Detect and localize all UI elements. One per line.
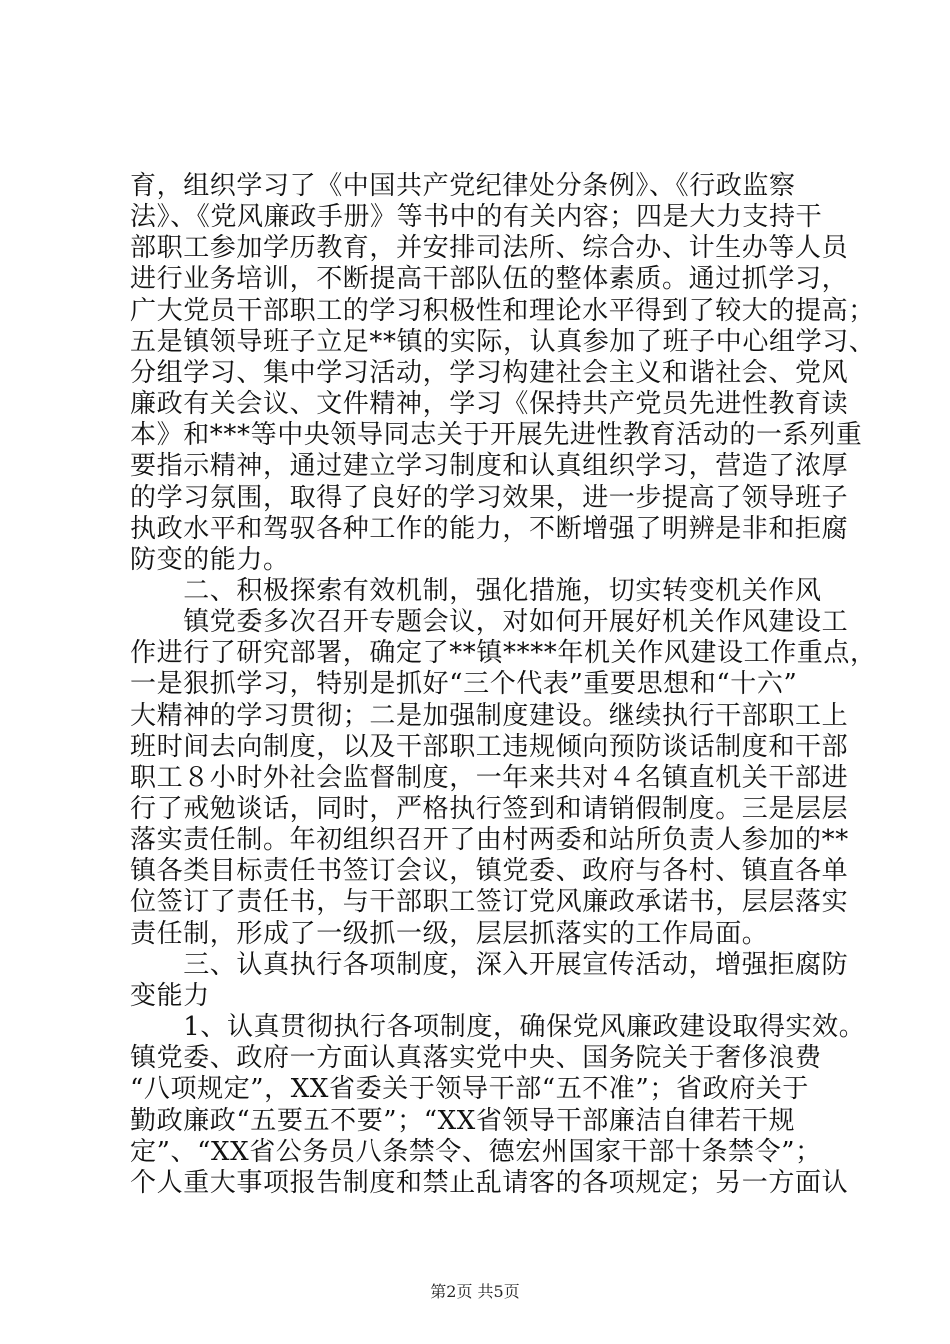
text-line: 镇党委多次召开专题会议，对如何开展好机关作风建设工	[130, 607, 849, 638]
text-line: 广大党员干部职工的学习积极性和理论水平得到了较大的提高；	[130, 295, 875, 326]
text-line: 五是镇领导班子立足**镇的实际，认真参加了班子中心组学习、	[130, 326, 876, 357]
text-line: “八项规定”，XX省委关于领导干部“五不准”；省政府关于	[130, 1074, 809, 1105]
text-line: 个人重大事项报告制度和禁止乱请客的各项规定；另一方面认	[130, 1167, 849, 1198]
text-line: 班时间去向制度，以及干部职工违规倾向预防谈话制度和干部	[130, 731, 849, 762]
text-line: 行了戒勉谈话，同时，严格执行签到和请销假制度。三是层层	[130, 794, 849, 824]
text-line: 作进行了研究部署，确定了**镇****年机关作风建设工作重点，	[130, 638, 877, 669]
text-line: 执政水平和驾驭各种工作的能力，不断增强了明辨是非和拒腐	[130, 513, 849, 544]
text-line: 育，组织学习了《中国共产党纪律处分条例》、《行政监察	[130, 171, 796, 201]
text-line: 定”、“XX省公务员八条禁令、德宏州国家干部十条禁令”；	[130, 1136, 822, 1167]
text-line: 镇各类目标责任书签订会议，镇党委、政府与各村、镇直各单	[130, 856, 849, 887]
text-line: 大精神的学习贯彻；二是加强制度建设。继续执行干部职工上	[130, 700, 849, 731]
text-line: 一是狠抓学习，特别是抓好“三个代表”重要思想和“十六”	[130, 669, 798, 700]
text-line: 勤政廉政“五要五不要”；“XX省领导干部廉洁自律若干规	[130, 1105, 796, 1136]
text-line: 防变的能力。	[130, 544, 290, 575]
text-line: 分组学习、集中学习活动，学习构建社会主义和谐社会、党风	[130, 357, 849, 388]
text-line: 廉政有关会议、文件精神，学习《保持共产党员先进性教育读	[130, 389, 849, 420]
text-line: 进行业务培训，不断提高干部队伍的整体素质。通过抓学习，	[130, 264, 849, 295]
text-line: 法》、《党风廉政手册》等书中的有关内容；四是大力支持干	[130, 202, 823, 233]
text-line: 变能力	[130, 980, 210, 1011]
text-line: 位签订了责任书，与干部职工签订党风廉政承诺书，层层落实	[130, 887, 849, 918]
text-line: 要指示精神，通过建立学习制度和认真组织学习，营造了浓厚	[130, 451, 849, 482]
text-line: 的学习氛围，取得了良好的学习效果，进一步提高了领导班子	[130, 482, 849, 513]
text-line: 责任制，形成了一级抓一级，层层抓落实的工作局面。	[130, 918, 769, 949]
text-line: 镇党委、政府一方面认真落实党中央、国务院关于奢侈浪费	[130, 1043, 822, 1074]
text-line: 三、认真执行各项制度，深入开展宣传活动，增强拒腐防	[130, 949, 849, 980]
text-line: 职工８小时外社会监督制度，一年来共对４名镇直机关干部进	[130, 762, 849, 793]
text-line: 1、认真贯彻执行各项制度，确保党风廉政建设取得实效。	[130, 1012, 866, 1043]
text-line: 落实责任制。年初组织召开了由村两委和站所负责人参加的**	[130, 825, 849, 856]
text-line: 本》和***等中央领导同志关于开展先进性教育活动的一系列重	[130, 420, 863, 451]
text-line: 部职工参加学历教育，并安排司法所、综合办、计生办等人员	[130, 233, 849, 264]
page-footer: 第2页 共5页	[430, 1282, 520, 1301]
text-line: 二、积极探索有效机制，强化措施，切实转变机关作风	[130, 575, 822, 606]
